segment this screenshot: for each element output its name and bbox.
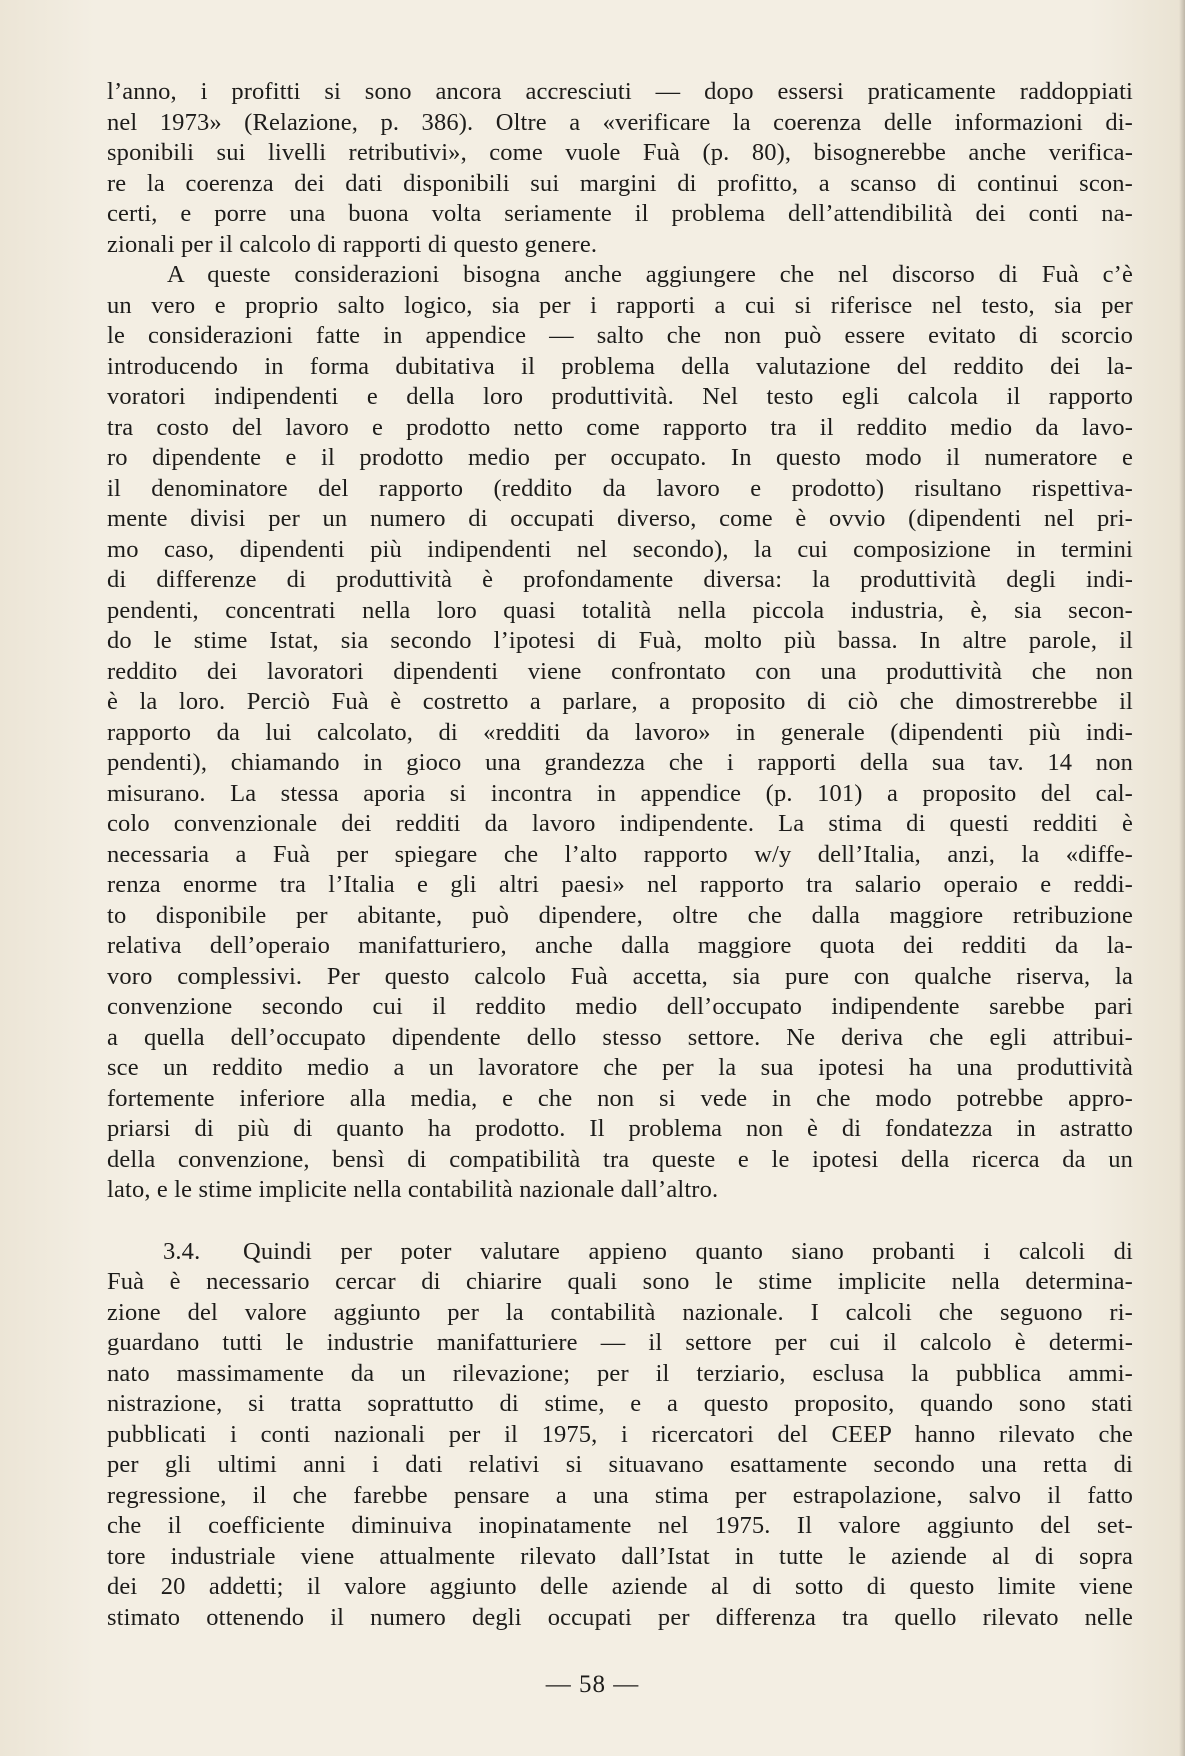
paragraph-1 [107, 77, 1133, 260]
text-line: misurano. La stessa aporia si incontra in appendice (p. 101) a proposito del cal- [107, 779, 1133, 807]
text-line: to disponibile per abitante, può dipendere, oltre che dalla maggiore retribuzione [107, 901, 1133, 929]
text-line: il denominatore del rapporto (reddito da lavoro e prodotto) risultano rispettiva- [107, 474, 1133, 502]
text-line: tore industriale viene attualmente rilevato dall’Istat in tutte le aziende al di sopra [107, 1542, 1133, 1570]
section-number: 3.4. [163, 1237, 201, 1265]
text-line [107, 1237, 1133, 1268]
text-line: nato massimamente da un rilevazione; per il terziario, esclusa la pubblica ammi- [107, 1359, 1133, 1387]
text-line: voro complessivi. Per questo calcolo Fuà accetta, sia pure con qualche riserva, la [107, 962, 1133, 990]
text-line: di differenze di produttività è profondamente diversa: la produttività degli indi- [107, 566, 1133, 593]
text-line: introducendo in forma dubitativa il problema della valutazione del reddito dei la- [107, 352, 1133, 380]
text-line: sponibili sui livelli retributivi», come vuole Fuà (p. 80), bisognerebbe anche verifica- [107, 139, 1133, 166]
text-line: lato, e le stime implicite nella contabilità nazionale dall’altro. [107, 1176, 719, 1203]
text-line: mente divisi per un numero di occupati diverso, come è ovvio (dipendenti nel pri- [107, 505, 1133, 532]
text-line: rapporto da lui calcolato, di «redditi da lavoro» in generale (dipendenti più indi- [107, 718, 1133, 746]
paragraph-2 [107, 260, 1133, 1206]
text-line: un vero e proprio salto logico, sia per i rapporti a cui si riferisce nel testo, sia per [107, 291, 1133, 319]
text-line: pendenti, concentrati nella loro quasi totalità nella piccola industria, è, sia secon- [107, 596, 1133, 624]
text-line: le considerazioni fatte in appendice — salto che non può essere evitato di scorcio [107, 322, 1133, 349]
text-line: voratori indipendenti e della loro produttività. Nel testo egli calcola il rapporto [107, 383, 1133, 410]
page-number: — 58 — [545, 1671, 640, 1698]
text-line: dei 20 addetti; il valore aggiunto delle aziende al di sotto di questo limite viene [107, 1573, 1133, 1600]
text-line: A queste considerazioni bisogna anche aggiungere che nel discorso di Fuà c’è [167, 261, 1133, 288]
text-block [107, 77, 1133, 1633]
text-line: l’anno, i profitti si sono ancora accresciuti — dopo essersi praticamente raddoppiati [107, 78, 1133, 105]
text-line: ro dipendente e il prodotto medio per occupato. In questo modo il numeratore e [107, 444, 1133, 471]
section-3-4 [107, 1237, 1133, 1634]
text-line: tra costo del lavoro e prodotto netto come rapporto tra il reddito medio da lavo- [107, 413, 1133, 441]
text-line: nel 1973» (Relazione, p. 386). Oltre a «verificare la coerenza delle informazioni di- [107, 108, 1133, 136]
text-line: che il coefficiente diminuiva inopinatamente nel 1975. Il valore aggiunto del set- [107, 1512, 1133, 1539]
text-line: della convenzione, bensì di compatibilità tra queste e le ipotesi della ricerca da un [107, 1145, 1133, 1173]
text-line: relativa dell’operaio manifatturiero, anche dalla maggiore quota dei redditi da la- [107, 932, 1133, 959]
text-line: re la coerenza dei dati disponibili sui margini di profitto, a scanso di continui scon- [107, 169, 1133, 197]
text-line: guardano tutti le industrie manifatturiere — il settore per cui il calcolo è determi- [107, 1329, 1133, 1356]
text-line: zione del valore aggiunto per la contabilità nazionale. I calcoli che seguono ri- [107, 1298, 1133, 1326]
text-line: mo caso, dipendenti più indipendenti nel secondo), la cui composizione in termini [107, 535, 1133, 563]
text-line: priarsi di più di quanto ha prodotto. Il problema non è di fondatezza in astratto [107, 1115, 1133, 1142]
section-gap [107, 1206, 1133, 1237]
text-line: zionali per il calcolo di rapporti di questo genere. [107, 230, 598, 258]
text-line: necessaria a Fuà per spiegare che l’alto rapporto w/y dell’Italia, anzi, la «diffe- [107, 840, 1133, 868]
text-line: renza enorme tra l’Italia e gli altri paesi» nel rapporto tra salario operaio e reddi- [107, 871, 1133, 898]
text-line: colo convenzionale dei redditi da lavoro indipendente. La stima di questi redditi è [107, 810, 1133, 837]
text-line: do le stime Istat, sia secondo l’ipotesi di Fuà, molto più bassa. In altre parole, il [107, 627, 1133, 654]
text-line: stimato ottenendo il numero degli occupati per differenza tra quello rilevato nelle [107, 1603, 1133, 1631]
text-line: Fuà è necessario cercar di chiarire quali sono le stime implicite nella determina- [107, 1268, 1133, 1295]
text-line: certi, e porre una buona volta seriamente il problema dell’attendibilità dei conti na- [107, 200, 1133, 227]
text-line: regressione, il che farebbe pensare a una stima per estrapolazione, salvo il fatto [107, 1481, 1133, 1509]
text-line: per gli ultimi anni i dati relativi si situavano esattamente secondo una retta di [107, 1451, 1133, 1478]
text-line: convenzione secondo cui il reddito medio dell’occupato indipendente sarebbe pari [107, 993, 1133, 1020]
text-line: fortemente inferiore alla media, e che non si vede in che modo potrebbe appro- [107, 1084, 1133, 1112]
text-line: a quella dell’occupato dipendente dello stesso settore. Ne deriva che egli attribui- [107, 1023, 1133, 1051]
text-line: pendenti), chiamando in gioco una grandezza che i rapporti della sua tav. 14 non [107, 749, 1133, 776]
text-line: reddito dei lavoratori dipendenti viene confrontato con una produttività che non [107, 657, 1133, 685]
text-line: nistrazione, si tratta soprattutto di stime, e a questo proposito, quando sono stati [107, 1390, 1133, 1417]
text-line: pubblicati i conti nazionali per il 1975, i ricercatori del CEEP hanno rilevato che [107, 1420, 1133, 1448]
page-edge-shadow [1179, 0, 1185, 1756]
section-first-line: Quindi per poter valutare appieno quanto siano probanti i calcoli di [243, 1237, 1133, 1265]
text-line: sce un reddito medio a un lavoratore che per la sua ipotesi ha una produttività [107, 1054, 1133, 1081]
text-line: è la loro. Perciò Fuà è costretto a parlare, a proposito di ciò che dimostrerebbe il [107, 688, 1133, 715]
